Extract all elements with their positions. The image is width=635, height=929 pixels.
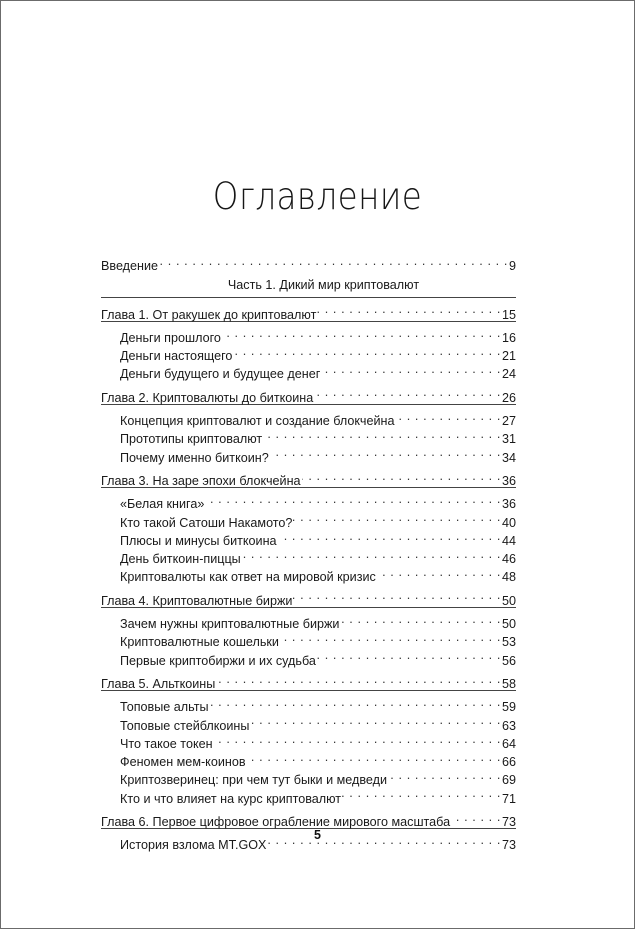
- dot-leader: [250, 711, 501, 729]
- dot-leader: [210, 693, 501, 711]
- toc-section: [101, 628, 516, 650]
- toc-entry-page: 48: [501, 570, 516, 585]
- toc-entry-label: Первые криптобиржи и их судьба: [120, 653, 316, 668]
- toc-entry-page: 50: [501, 617, 516, 632]
- dot-leader: [395, 407, 501, 425]
- toc-entry-label: Кто и что влияет на курс криптовалют: [120, 791, 342, 806]
- toc-entry-page: 53: [501, 635, 516, 650]
- toc-entry-page: 36: [501, 497, 516, 512]
- toc-entry-page: 27: [501, 414, 516, 429]
- toc-entry-label: Введение: [101, 259, 159, 274]
- toc-entry-label: Глава 6. Первое цифровое ограбление мирового масштаба: [101, 815, 451, 830]
- dot-leader: [214, 730, 501, 748]
- toc-section: [101, 443, 516, 465]
- toc-section: [101, 527, 516, 548]
- toc-section: [101, 324, 516, 345]
- toc-entry-label: Концепция криптовалют и создание блокчейна: [120, 414, 395, 429]
- toc-section: [101, 342, 516, 364]
- toc-entry-label: Топовые стейблкоины: [120, 718, 250, 733]
- dot-leader: [377, 563, 501, 581]
- toc-entry-label: «Белая книга»: [120, 497, 205, 512]
- toc-entry-page: 50: [501, 593, 516, 608]
- toc-entry-page: 44: [501, 533, 516, 548]
- part-heading: Часть 1. Дикий мир криптовалют: [227, 278, 420, 293]
- dot-leader: [222, 324, 501, 342]
- dot-leader: [216, 670, 501, 688]
- toc-entry-page: 69: [501, 773, 516, 788]
- toc-chapter: [101, 586, 516, 608]
- toc-entry-page: 71: [501, 791, 516, 806]
- toc-entry-label: Криптозверинец: при чем тут быки и медведи: [120, 773, 388, 788]
- toc-section: [101, 360, 516, 382]
- divider: [101, 297, 516, 298]
- toc-entry-page: 16: [501, 330, 516, 345]
- dot-leader: [233, 342, 501, 360]
- dot-leader: [263, 425, 501, 443]
- table-of-contents: [101, 252, 516, 853]
- dot-leader: [159, 252, 508, 270]
- toc-entry-label: Глава 1. От ракушек до криптовалют: [101, 307, 317, 322]
- dot-leader: [314, 383, 501, 401]
- toc-entry-page: 64: [501, 736, 516, 751]
- toc-entry-page: 56: [501, 653, 516, 668]
- toc-entry-label: Глава 4. Криптовалютные биржи: [101, 593, 293, 608]
- dot-leader: [321, 360, 501, 378]
- page-number: 5: [314, 828, 321, 842]
- dot-leader: [293, 508, 501, 526]
- dot-leader: [242, 545, 501, 563]
- toc-section: [101, 407, 516, 429]
- toc-chapter: [101, 300, 516, 322]
- toc-entry-page: 58: [501, 676, 516, 691]
- chapter-list: [101, 300, 516, 853]
- toc-entry-label: День биткоин-пиццы: [120, 552, 241, 567]
- toc-entry-page: 21: [501, 349, 516, 364]
- dot-leader: [278, 527, 501, 545]
- toc-section: [101, 748, 516, 770]
- toc-section: [101, 610, 516, 632]
- dot-leader: [205, 490, 501, 508]
- toc-entry-label: Кто такой Сатоши Накамото?: [120, 515, 293, 530]
- toc-entry-page: 31: [501, 432, 516, 447]
- toc-entry-page: 15: [501, 307, 516, 322]
- toc-chapter: [101, 808, 516, 830]
- dot-leader: [388, 766, 501, 784]
- toc-section: [101, 490, 516, 512]
- toc-entry-label: Криптовалюты как ответ на мировой кризис: [120, 570, 376, 585]
- toc-entry-label: Деньги будущего и будущее денег: [120, 367, 321, 382]
- toc-section: [101, 508, 516, 530]
- toc-entry-page: 40: [501, 515, 516, 530]
- toc-chapter: [101, 383, 516, 405]
- toc-entry-label: Плюсы и минусы биткоина: [120, 533, 277, 548]
- toc-entry-intro: [101, 252, 516, 274]
- toc-entry-label: История взлома MT.GOX: [120, 838, 267, 853]
- toc-entry-label: Криптовалютные кошельки: [120, 635, 279, 650]
- toc-section: [101, 563, 516, 585]
- toc-entry-label: Что такое токен: [120, 736, 213, 751]
- toc-section: [101, 730, 516, 751]
- toc-entry-label: Деньги настоящего: [120, 349, 233, 364]
- toc-entry-page: 34: [501, 450, 516, 465]
- toc-section: [101, 693, 516, 715]
- toc-entry-page: 36: [501, 473, 516, 488]
- toc-entry-page: 63: [501, 718, 516, 733]
- dot-leader: [270, 443, 501, 461]
- toc-section: [101, 766, 516, 788]
- dot-leader: [317, 646, 501, 664]
- toc-entry-label: Топовые альты: [120, 700, 209, 715]
- toc-section: [101, 545, 516, 567]
- toc-section: [101, 784, 516, 806]
- dot-leader: [340, 610, 501, 628]
- toc-section: [101, 646, 516, 668]
- toc-chapter: [101, 467, 516, 488]
- toc-entry-label: Глава 5. Альткоины: [101, 676, 216, 691]
- toc-entry-page: 9: [508, 259, 516, 274]
- dot-leader: [451, 808, 501, 826]
- dot-leader: [317, 300, 501, 318]
- dot-leader: [280, 628, 501, 646]
- toc-entry-label: Почему именно биткоин?: [120, 450, 269, 465]
- toc-entry-page: 26: [501, 390, 516, 405]
- toc-entry-label: Зачем нужны криптовалютные биржи: [120, 617, 340, 632]
- toc-entry-page: 46: [501, 552, 516, 567]
- toc-section: [101, 425, 516, 447]
- toc-entry-label: Феномен мем-коинов: [120, 755, 246, 770]
- dot-leader: [293, 586, 501, 604]
- toc-entry-label: Прототипы криптовалют: [120, 432, 263, 447]
- toc-section: [101, 711, 516, 733]
- toc-entry-page: 59: [501, 700, 516, 715]
- toc-entry-page: 66: [501, 755, 516, 770]
- toc-entry-label: Глава 3. На заре эпохи блокчейна: [101, 473, 301, 488]
- toc-entry-page: 24: [501, 367, 516, 382]
- page-title: Оглавление: [212, 175, 423, 218]
- toc-entry-page: 73: [501, 838, 516, 853]
- dot-leader: [302, 467, 501, 485]
- toc-entry-label: Глава 2. Криптовалюты до биткоина: [101, 390, 314, 405]
- dot-leader: [247, 748, 501, 766]
- toc-entry-page: 73: [501, 815, 516, 830]
- dot-leader: [342, 784, 501, 802]
- toc-chapter: [101, 670, 516, 691]
- toc-entry-label: Деньги прошлого: [120, 330, 221, 345]
